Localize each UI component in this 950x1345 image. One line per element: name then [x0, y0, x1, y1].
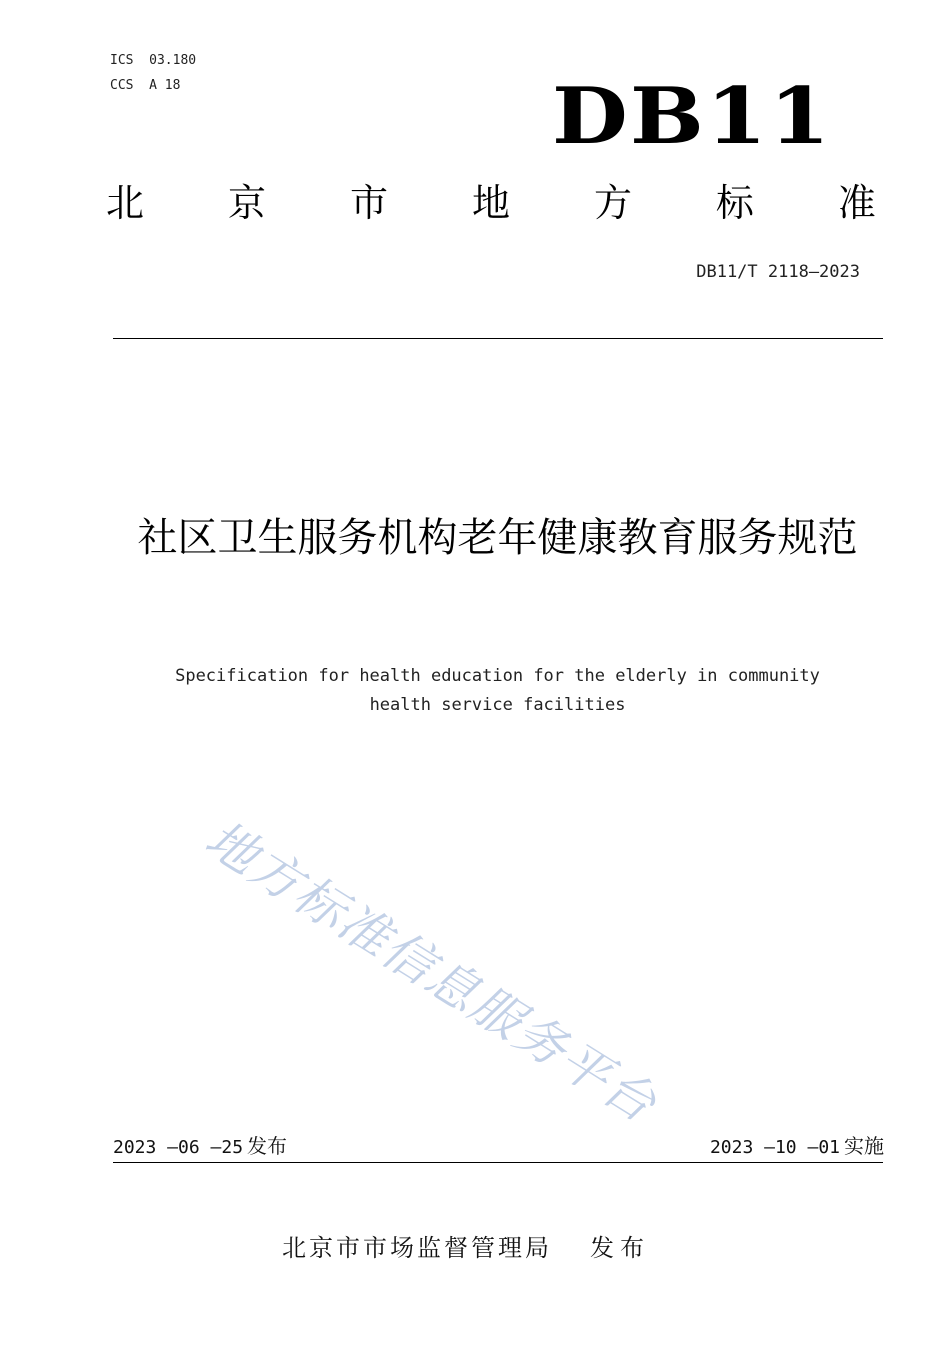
implementation-date-value: 2023 —10 —01 [709, 1137, 840, 1158]
standard-type-char: 方 [593, 181, 632, 225]
publisher-action: 发布 [590, 1234, 650, 1262]
bottom-divider [113, 1162, 883, 1163]
release-date-label: 发布 [247, 1134, 288, 1158]
ccs-code: CCS A 18 [110, 78, 181, 93]
implementation-date-label: 实施 [844, 1134, 884, 1158]
db11-logo: DB11 [551, 71, 832, 162]
standard-type-heading [106, 181, 876, 225]
publisher-name: 北京市市场监督管理局 [282, 1234, 552, 1262]
standard-number: DB11/T 2118—2023 [696, 262, 860, 282]
english-title-line: health service facilities [369, 695, 626, 715]
top-divider [113, 338, 883, 339]
standard-type-char: 准 [837, 181, 876, 225]
release-date [113, 1134, 287, 1160]
standard-type-char: 地 [471, 181, 510, 225]
chinese-title: 社区卫生服务机构老年健康教育服务规范 [137, 515, 858, 561]
standard-type-char: 京 [227, 181, 266, 225]
watermark: 地方标准信息服务平台 [195, 809, 668, 1135]
classification-codes [110, 48, 196, 98]
ics-code: ICS 03.180 [110, 53, 197, 68]
english-title [0, 662, 950, 720]
release-date-value: 2023 —06 —25 [113, 1137, 244, 1158]
standard-type-char: 市 [349, 181, 388, 225]
implementation-date [710, 1134, 884, 1160]
standard-type-char: 北 [106, 181, 145, 225]
publisher-line [282, 1228, 650, 1263]
standard-type-char: 标 [715, 181, 754, 225]
english-title-line: Specification for health education for the elderly in community [175, 666, 820, 686]
